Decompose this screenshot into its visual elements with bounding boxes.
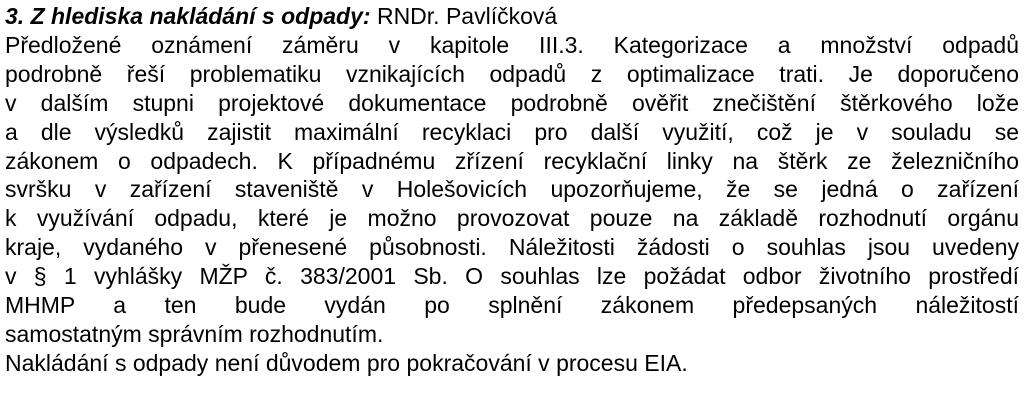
paragraph-line: a dle výsledků zajistit maximální recyklaci pro další využití, což je v souladu se xyxy=(5,118,1019,145)
body-paragraph xyxy=(5,31,1019,349)
paragraph-line: zákonem o odpadech. K případnému zřízení recyklační linky na štěrk ze železničního xyxy=(5,147,1019,174)
paragraph-line: kraje, vydaného v přenesené působnosti. Náležitosti žádosti o souhlas jsou uvedeny xyxy=(5,234,1019,261)
paragraph-line: MHMP a ten bude vydán po splnění zákonem předepsaných náležitostí xyxy=(5,292,1019,319)
closing-statement: Nakládání s odpady není důvodem pro pokračování v procesu EIA. xyxy=(5,349,688,376)
paragraph-line: samostatným správním rozhodnutím. xyxy=(5,320,384,347)
section-author: RNDr. Pavlíčková xyxy=(376,3,558,29)
paragraph-line: v dalším stupni projektové dokumentace podrobně ověřit znečištění štěrkového lože xyxy=(5,89,1019,116)
paragraph-line: podrobně řeší problematiku vznikajících odpadů z optimalizace trati. Je doporučeno xyxy=(5,60,1019,87)
paragraph-line: Předložené oznámení záměru v kapitole III.3. Kategorizace a množství odpadů xyxy=(5,32,1019,58)
paragraph-line: v § 1 vyhlášky MŽP č. 383/2001 Sb. O souhlas lze požádat odbor životního prostředí xyxy=(5,263,1019,290)
paragraph-line: svršku v zařízení staveniště v Holešovicích upozorňujeme, že se jedná o zařízení xyxy=(5,176,1019,203)
document-page xyxy=(5,1,1019,378)
paragraph-line: k využívání odpadu, které je možno provozovat pouze na základě rozhodnutí orgánu xyxy=(5,205,1019,232)
section-heading xyxy=(5,1,1019,31)
section-title: 3. Z hlediska nakládání s odpady: xyxy=(5,3,371,29)
